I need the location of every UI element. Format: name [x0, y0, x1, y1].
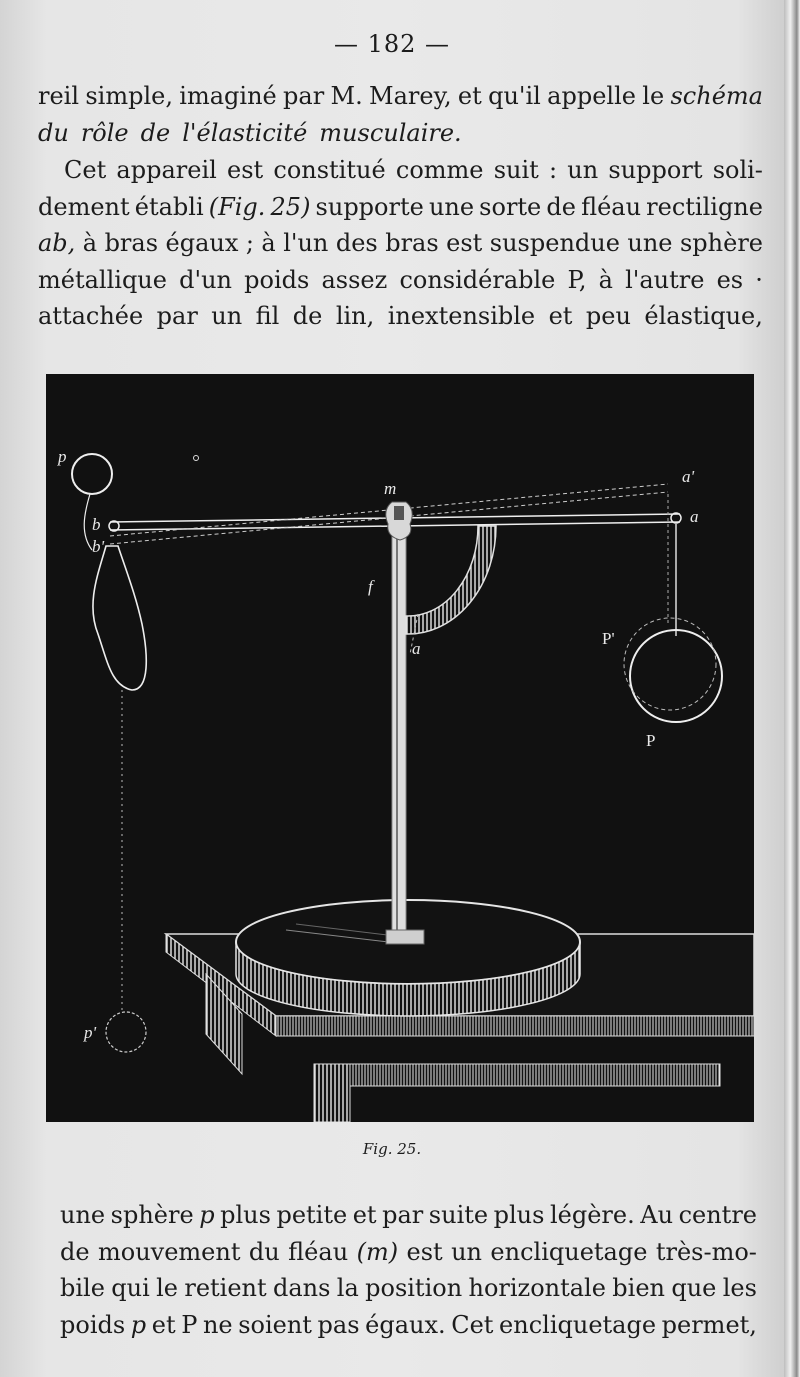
- text-line: de mouvement du fléau (m) est un encliquetage très-mo-: [60, 1237, 757, 1266]
- label-f: f: [368, 577, 373, 596]
- page-edge: [784, 0, 800, 1377]
- muscle-model: [72, 454, 146, 690]
- text-line: une sphère p plus petite et par suite plus légère. Au centre: [60, 1201, 757, 1229]
- label-p-prime: p': [84, 1023, 97, 1042]
- label-a-prime: a': [682, 467, 695, 486]
- figure-engraving: [46, 374, 754, 1122]
- heavy-sphere: [624, 494, 722, 722]
- figure-caption: Fig. 25.: [362, 1140, 422, 1158]
- label-b-prime: b': [92, 537, 105, 556]
- paragraph-following: [60, 1197, 757, 1343]
- text-line: métallique d'un poids assez considérable P, à l'autre es ·: [38, 265, 763, 294]
- label-P: P: [646, 731, 656, 750]
- graduated-arc: [406, 526, 496, 654]
- label-P-prime: P': [602, 629, 615, 648]
- text-line: dement établi (Fig. 25) supporte une sorte de fléau rectiligne: [38, 192, 763, 221]
- apparatus-illustration: [46, 374, 754, 1122]
- support-pillar: [386, 534, 424, 944]
- label-m: m: [384, 479, 397, 498]
- text-line: poids p et P ne soient pas égaux. Cet encliquetage permet,: [60, 1310, 757, 1339]
- paragraph-description: [38, 152, 763, 335]
- text-line: ab, à bras égaux ; à l'un des bras est suspendue une sphère: [38, 229, 763, 257]
- ring-dot: [194, 456, 199, 461]
- base-disk: [236, 900, 580, 1016]
- paragraph-continuation: [38, 78, 763, 151]
- label-a: a: [690, 507, 699, 526]
- text-line: Cet appareil est constitué comme suit : un support soli-: [64, 156, 763, 184]
- fulcrum-ratchet: [386, 502, 413, 540]
- label-a-arc: a: [412, 639, 421, 658]
- text-line: du rôle de l'élasticité musculaire.: [38, 118, 462, 147]
- text-line: attachée par un fil de lin, inextensible et peu élastique,: [38, 302, 763, 330]
- label-b: b: [92, 515, 101, 534]
- label-p: p: [58, 447, 67, 466]
- text-line: bile qui le retient dans la position horizontale bien que les: [60, 1274, 757, 1302]
- text-line: reil simple, imaginé par M. Marey, et qu'il appelle le schéma: [38, 82, 763, 110]
- small-sphere-lowered: [106, 1012, 146, 1052]
- page-number: — 182 —: [333, 30, 451, 58]
